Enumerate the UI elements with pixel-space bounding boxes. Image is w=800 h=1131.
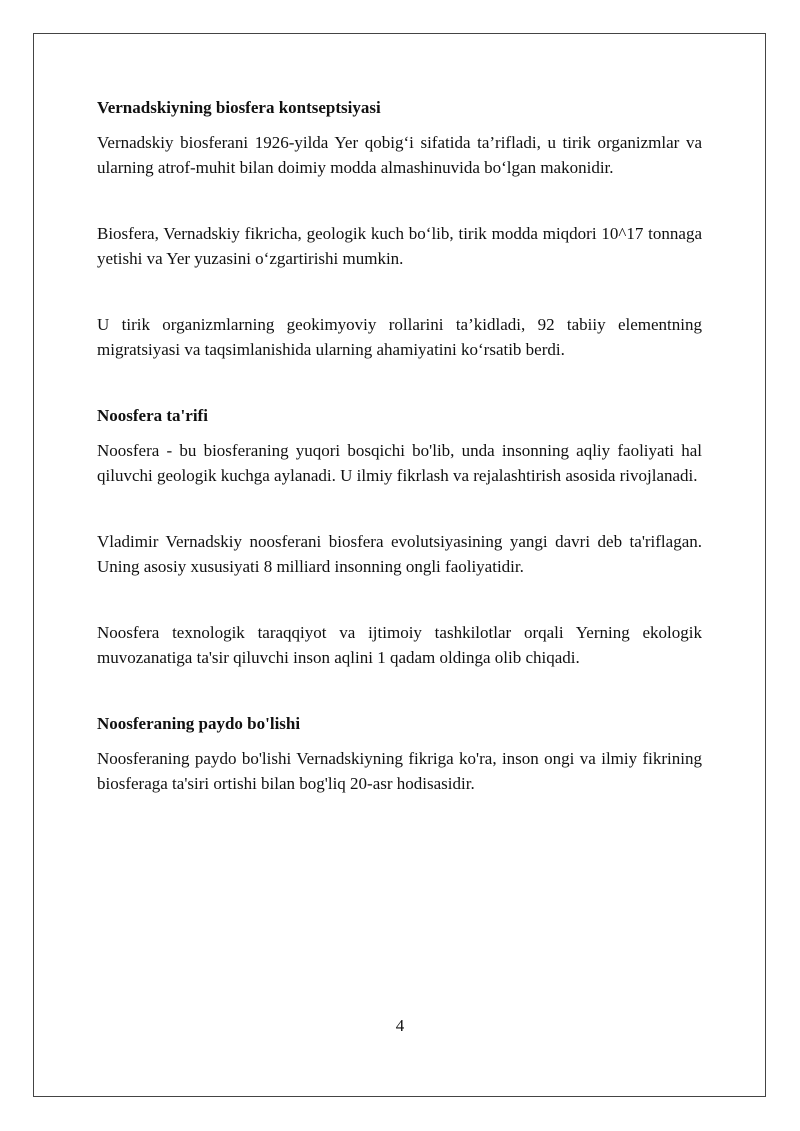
section-heading-noosphere-definition: Noosfera ta'rifi [97, 406, 208, 425]
page-number: 4 [395, 1016, 405, 1035]
document-body [97, 96, 702, 796]
section-heading-noosphere-emergence: Noosferaning paydo bo'lishi [97, 714, 301, 733]
paragraph: Noosfera - bu biosferaning yuqori bosqichi bo'lib, unda insonning aqliy faoliyati hal qiluvchi geologik kuchga aylanadi. U ilmiy fikrlash va rejalashtirish asosida rivojlanadi. [97, 441, 702, 485]
paragraph: Noosferaning paydo bo'lishi Vernadskiyning fikriga ko'ra, inson ongi va ilmiy fikrining biosferaga ta'siri ortishi bilan bog'liq 20-asr hodisasidir. [97, 749, 702, 793]
paragraph: Biosfera, Vernadskiy fikricha, geologik kuch bo‘lib, tirik modda miqdori 10^17 tonnaga yetishi va Yer yuzasini o‘zgartirishi mumkin. [97, 224, 702, 268]
section-heading-biosphere-concept: Vernadskiyning biosfera kontseptsiyasi [97, 98, 381, 117]
paragraph: Noosfera texnologik taraqqiyot va ijtimoiy tashkilotlar orqali Yerning ekologik muvozanatiga ta'sir qiluvchi inson aqlini 1 qadam oldinga olib chiqadi. [97, 623, 702, 667]
paragraph: Vernadskiy biosferani 1926-yilda Yer qobig‘i sifatida ta’rifladi, u tirik organizmlar va ularning atrof-muhit bilan doimiy modda almashinuvida bo‘lgan makonidir. [97, 133, 702, 177]
paragraph: Vladimir Vernadskiy noosferani biosfera evolutsiyasining yangi davri deb ta'riflagan. Uning asosiy xususiyati 8 milliard insonning ongli faoliyatidir. [97, 532, 702, 576]
paragraph: U tirik organizmlarning geokimyoviy rollarini ta’kidladi, 92 tabiiy elementning migratsiyasi va taqsimlanishida ularning ahamiyatini ko‘rsatib berdi. [97, 315, 702, 359]
